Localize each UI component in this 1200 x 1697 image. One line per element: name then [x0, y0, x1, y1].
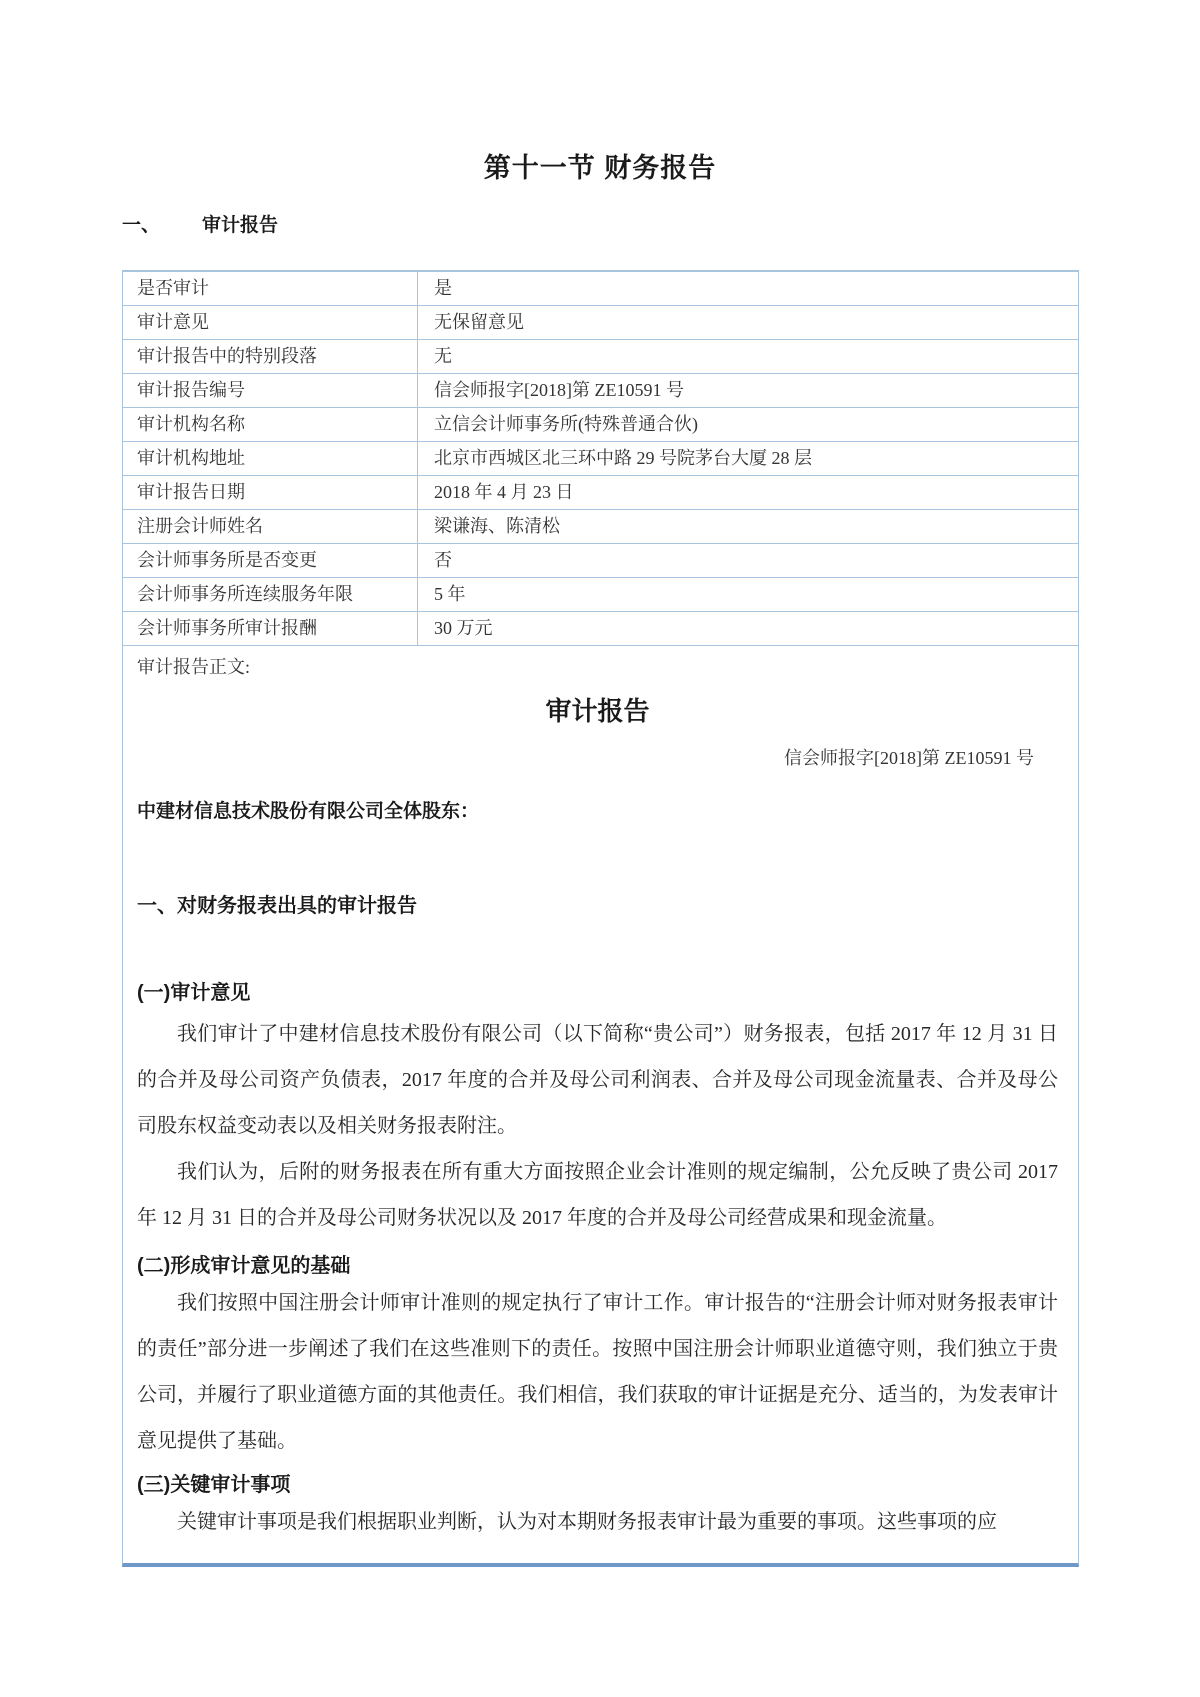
row-value: 30 万元 [434, 618, 493, 638]
row-label: 注册会计师姓名 [123, 510, 418, 543]
table-row [123, 544, 1078, 578]
row-value: 梁谦海、陈清松 [434, 516, 560, 536]
row-label: 审计报告编号 [123, 374, 418, 407]
report-reference-number: 信会师报字[2018]第 ZE10591 号 [784, 748, 1034, 768]
row-label: 会计师事务所是否变更 [123, 544, 418, 577]
report-title: 审计报告 [545, 696, 650, 726]
paragraph-opinion-statement: 我们认为，后附的财务报表在所有重大方面按照企业会计准则的规定编制，公允反映了贵公司 2017 年 12 月 31 日的合并及母公司财务状况以及 2017 年度的合并及母公司经营成果和现金流量。 [137, 1161, 1058, 1229]
row-value: 信会师报字[2018]第 ZE10591 号 [434, 380, 684, 400]
row-value: 是 [434, 278, 452, 298]
paragraph-key-audit-matters: 关键审计事项是我们根据职业判断，认为对本期财务报表审计最为重要的事项。这些事项的应 [177, 1511, 997, 1533]
paragraph-basis-for-opinion: 我们按照中国注册会计师审计准则的规定执行了审计工作。审计报告的“注册会计师对财务报表审计的责任”部分进一步阐述了我们在这些准则下的责任。按照中国注册会计师职业道德守则，我们独立于贵公司，并履行了职业道德方面的其他责任。我们相信，我们获取的审计证据是充分、适当的，为发表审计意见提供了基础。 [137, 1292, 1058, 1452]
table-row [123, 408, 1078, 442]
row-label: 审计报告中的特别段落 [123, 340, 418, 373]
row-value: 北京市西城区北三环中路 29 号院茅台大厦 28 层 [434, 448, 812, 468]
document-title: 第十一节 财务报告 [483, 153, 717, 183]
report-addressee: 中建材信息技术股份有限公司全体股东： [137, 801, 480, 822]
table-row [123, 272, 1078, 306]
table-row [123, 340, 1078, 374]
section-number: 一、 [122, 215, 161, 236]
report-body-label: 审计报告正文: [137, 657, 251, 677]
row-label: 是否审计 [123, 272, 418, 305]
table-row [123, 476, 1078, 510]
heading-basis-for-opinion: (二)形成审计意见的基础 [137, 1255, 351, 1277]
audit-summary-table [122, 270, 1079, 1567]
table-row [123, 442, 1078, 476]
row-label: 审计机构地址 [123, 442, 418, 475]
heading-key-audit-matters: (三)关键审计事项 [137, 1474, 291, 1496]
paragraph-audit-scope: 我们审计了中建材信息技术股份有限公司（以下简称“贵公司”）财务报表，包括 2017 年 12 月 31 日的合并及母公司资产负债表，2017 年度的合并及母公司利润表、合并及母公司现金流量表、合并及母公司股东权益变动表以及相关财务报表附注。 [137, 1023, 1058, 1137]
row-value: 5 年 [434, 584, 466, 604]
row-value: 2018 年 4 月 23 日 [434, 482, 574, 502]
section-label: 审计报告 [202, 215, 279, 236]
section-heading-audit-report [122, 210, 278, 237]
row-label: 审计机构名称 [123, 408, 418, 441]
heading-audit-opinion: (一)审计意见 [137, 982, 251, 1004]
table-row [123, 578, 1078, 612]
table-row [123, 374, 1078, 408]
row-label: 审计意见 [123, 306, 418, 339]
row-label: 审计报告日期 [123, 476, 418, 509]
row-value: 立信会计师事务所(特殊普通合伙) [434, 414, 698, 434]
audit-report-body-cell [123, 646, 1078, 1563]
table-row [123, 510, 1078, 544]
row-label: 会计师事务所连续服务年限 [123, 578, 418, 611]
row-value: 否 [434, 550, 452, 570]
table-row [123, 306, 1078, 340]
row-value: 无 [434, 346, 452, 366]
heading-section-1: 一、对财务报表出具的审计报告 [137, 895, 417, 917]
row-value: 无保留意见 [434, 312, 524, 332]
table-row [123, 612, 1078, 646]
row-label: 会计师事务所审计报酬 [123, 612, 418, 645]
